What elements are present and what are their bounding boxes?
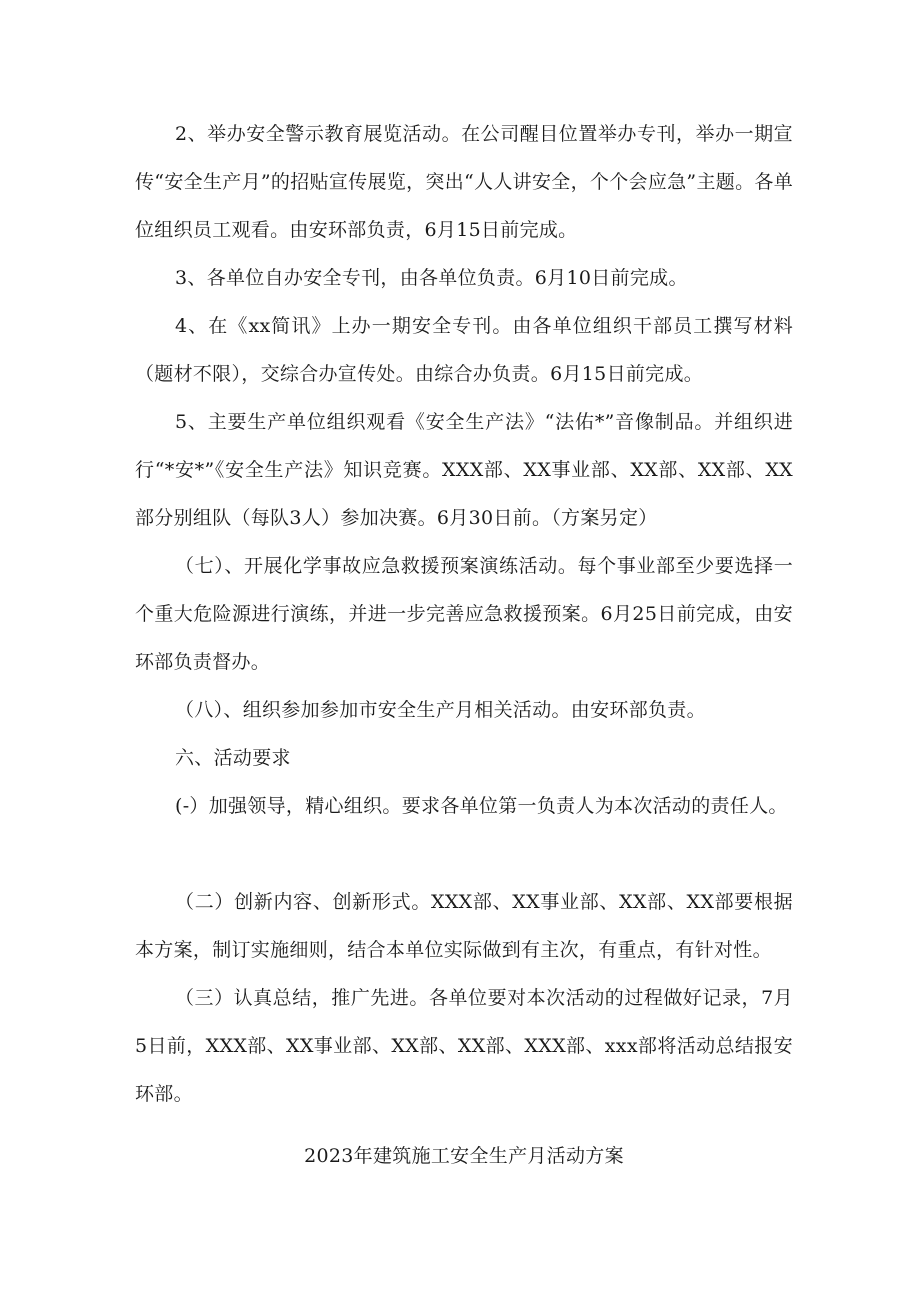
paragraph-newsletter-special-issue: 4、在《xx简讯》上办一期安全专刊。由各单位组织干部员工撰写材料（题材不限），交综合办宣传处。由综合办负责。6月15日前完成。 [135,315,793,385]
paragraph-leadership: (-）加强领导，精心组织。要求各单位第一负责人为本次活动的责任人。 [175,795,788,817]
paragraph-knowledge-contest: 5、主要生产单位组织观看《安全生产法》“法佑*”音像制品。并组织进行“*安*”《安全生产法》知识竞赛。XXX部、XX事业部、XX部、XX部、XX部分别组队（每队3人）参加决赛。6月30日前。（方案另定） [135,411,793,529]
section-heading-requirements: 六、活动要求 [175,747,291,769]
paragraph-city-activities: （八）、组织参加参加市安全生产月相关活动。由安环部负责。 [175,699,706,721]
paragraph-emergency-drill: （七）、开展化学事故应急救援预案演练活动。每个事业部至少要选择一个重大危险源进行演练，并进一步完善应急救援预案。6月25日前完成，由安环部负责督办。 [135,555,793,673]
paragraph-summary: （三）认真总结，推广先进。各单位要对本次活动的过程做好记录，7月5日前，XXX部、XX事业部、XX部、XX部、XXX部、xxx部将活动总结报安环部。 [135,987,793,1105]
next-document-title: 2023年建筑施工安全生产月活动方案 [304,1145,624,1167]
paragraph-unit-special-issue: 3、各单位自办安全专刊，由各单位负责。6月10日前完成。 [175,267,688,289]
paragraph-innovation: （二）创新内容、创新形式。XXX部、XX事业部、XX部、XX部要根据本方案，制订实施细则，结合本单位实际做到有主次，有重点，有针对性。 [135,891,793,961]
paragraph-exhibition: 2、举办安全警示教育展览活动。在公司醒目位置举办专刊，举办一期宣传“安全生产月”的招贴宣传展览，突出“人人讲安全，个个会应急”主题。各单位组织员工观看。由安环部负责，6月15日前完成。 [135,123,793,241]
